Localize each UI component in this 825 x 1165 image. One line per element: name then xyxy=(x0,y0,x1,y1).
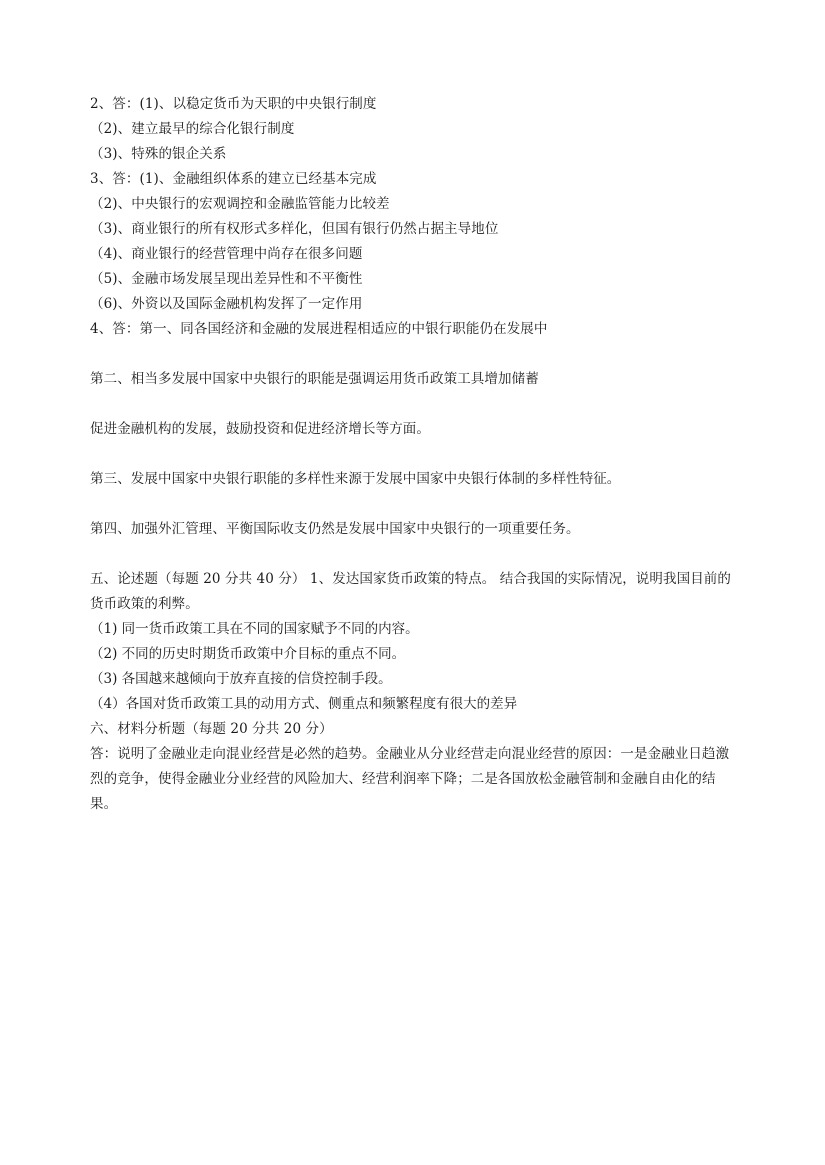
section-5-item-1: （1) 同一货币政策工具在不同的国家赋予不同的内容。 xyxy=(90,621,419,637)
blank-line xyxy=(90,342,740,367)
answer-3-line-5: （5)、金融市场发展呈现出差异性和不平衡性 xyxy=(90,271,363,287)
answer-2-line-1: 2、答：(1)、以稳定货币为天职的中央银行制度 xyxy=(90,96,377,112)
blank-line xyxy=(90,542,740,567)
answer-3-line-6: （6)、外资以及国际金融机构发挥了一定作用 xyxy=(90,296,363,312)
blank-line xyxy=(90,392,740,417)
answer-4-line-4: 第三、发展中国家中央银行职能的多样性来源于发展中国家中央银行体制的多样性特征。 xyxy=(90,471,621,487)
section-5-item-2: （2) 不同的历史时期货币政策中介目标的重点不同。 xyxy=(90,646,406,662)
answer-3-line-1: 3、答：(1)、金融组织体系的建立已经基本完成 xyxy=(90,171,377,187)
answer-4-line-1: 4、答：第一、同各国经济和金融的发展进程相适应的中银行职能仍在发展中 xyxy=(90,321,548,337)
document-body xyxy=(90,92,740,817)
answer-3-line-2: （2)、中央银行的宏观调控和金融监管能力比较差 xyxy=(90,196,390,212)
section-6-answer: 答：说明了金融业走向混业经营是必然的趋势。金融业从分业经营走向混业经营的原因：一是金融业日趋激烈的竞争，使得金融业分业经营的风险加大、经营利润率下降；二是各国放松金融管制和金融自由化的结果。 xyxy=(90,746,730,812)
answer-4-line-3: 促进金融机构的发展，鼓励投资和促进经济增长等方面。 xyxy=(90,421,430,437)
blank-line xyxy=(90,442,740,467)
answer-4-line-5: 第四、加强外汇管理、平衡国际收支仍然是发展中国家中央银行的一项重要任务。 xyxy=(90,521,580,537)
answer-2-line-3: （3)、特殊的银企关系 xyxy=(90,146,227,162)
answer-3-line-4: （4)、商业银行的经营管理中尚存在很多问题 xyxy=(90,246,363,262)
section-5-item-3: （3) 各国越来越倾向于放弃直接的信贷控制手段。 xyxy=(90,671,392,687)
answer-4-line-2: 第二、相当多发展中国家中央银行的职能是强调运用货币政策工具增加储蓄 xyxy=(90,371,539,387)
section-6-heading: 六、材料分析题（每题 20 分共 20 分） xyxy=(90,721,333,737)
blank-line xyxy=(90,492,740,517)
answer-2-line-2: （2)、建立最早的综合化银行制度 xyxy=(90,121,295,137)
section-5-heading: 五、论述题（每题 20 分共 40 分） 1、发达国家货币政策的特点。 结合我国的实际情况，说明我国目前的货币政策的利弊。 xyxy=(90,571,731,612)
section-5-item-4: （4）各国对货币政策工具的动用方式、侧重点和频繁程度有很大的差异 xyxy=(90,696,518,712)
answer-3-line-3: （3)、商业银行的所有权形式多样化，但国有银行仍然占据主导地位 xyxy=(90,221,499,237)
